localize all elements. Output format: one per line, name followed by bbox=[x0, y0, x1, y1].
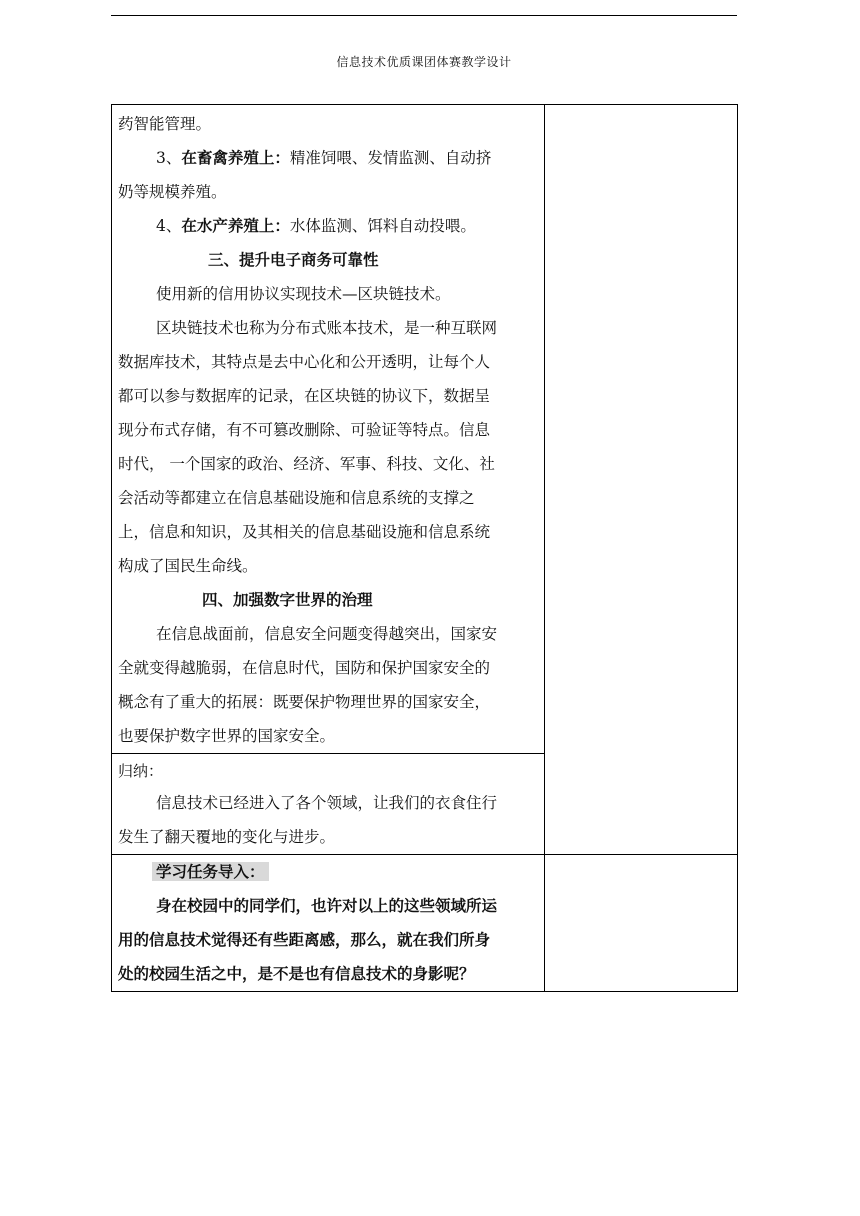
table-row bbox=[112, 105, 738, 754]
table-row bbox=[112, 855, 738, 992]
paragraph-line: 全就变得越脆弱，在信息时代，国防和保护国家安全的 bbox=[118, 659, 491, 677]
task-line: 身在校园中的同学们，也许对以上的这些领域所运 bbox=[156, 896, 498, 915]
section-heading: 三、提升电子商务可靠性 bbox=[208, 250, 379, 269]
paragraph-line: 区块链技术也称为分布式账本技术，是一种互联网 bbox=[156, 319, 498, 337]
list-item-aquaculture bbox=[112, 209, 544, 243]
summary-cell bbox=[112, 754, 545, 855]
text-line: 药智能管理。 bbox=[118, 115, 212, 133]
task-label-row bbox=[112, 855, 544, 889]
notes-cell bbox=[545, 105, 738, 855]
paragraph-line: 构成了国民生命线。 bbox=[118, 557, 258, 575]
list-number: 3、 bbox=[156, 149, 182, 167]
paragraph-line: 数据库技术，其特点是去中心化和公开透明，让每个人 bbox=[118, 353, 491, 371]
list-item-livestock bbox=[112, 141, 544, 175]
text-line: 奶等规模养殖。 bbox=[118, 183, 227, 201]
task-cell bbox=[112, 855, 545, 992]
list-text: 精准饲喂、发情监测、自动挤 bbox=[289, 149, 492, 167]
task-line: 用的信息技术觉得还有些距离感，那么，就在我们所身 bbox=[118, 930, 491, 949]
summary-line: 信息技术已经进入了各个领域，让我们的衣食住行 bbox=[156, 794, 498, 812]
summary-line: 发生了翻天覆地的变化与进步。 bbox=[118, 828, 336, 846]
header-rule bbox=[111, 15, 737, 16]
lesson-table bbox=[111, 104, 738, 992]
list-bold-lead: 在畜禽养殖上： bbox=[181, 148, 290, 167]
notes-cell bbox=[545, 855, 738, 992]
list-number: 4、 bbox=[156, 217, 182, 235]
summary-label: 归纳： bbox=[118, 762, 164, 780]
section-heading: 四、加强数字世界的治理 bbox=[202, 590, 373, 609]
task-line: 处的校园生活之中，是不是也有信息技术的身影呢？ bbox=[118, 964, 475, 983]
paragraph-line: 时代， 一个国家的政治、经济、军事、科技、文化、社 bbox=[118, 455, 495, 473]
paragraph-line: 在信息战面前，信息安全问题变得越突出，国家安 bbox=[156, 625, 498, 643]
paragraph-line: 上，信息和知识，及其相关的信息基础设施和信息系统 bbox=[118, 523, 491, 541]
paragraph-line: 概念有了重大的拓展：既要保护物理世界的国家安全， bbox=[118, 693, 491, 711]
task-label: 学习任务导入： bbox=[152, 862, 269, 881]
page-header-title: 信息技术优质课团体赛教学设计 bbox=[336, 55, 512, 69]
list-text: 水体监测、饵料自动投喂。 bbox=[289, 217, 476, 235]
paragraph-line: 都可以参与数据库的记录，在区块链的协议下，数据呈 bbox=[118, 387, 491, 405]
list-bold-lead: 在水产养殖上： bbox=[181, 216, 290, 235]
paragraph-line: 也要保护数字世界的国家安全。 bbox=[118, 727, 336, 745]
content-cell bbox=[112, 105, 545, 754]
paragraph-line: 使用新的信用协议实现技术—区块链技术。 bbox=[156, 285, 451, 303]
paragraph-line: 会活动等都建立在信息基础设施和信息系统的支撑之 bbox=[118, 489, 475, 507]
paragraph-line: 现分布式存储，有不可篡改删除、可验证等特点。信息 bbox=[118, 421, 491, 439]
